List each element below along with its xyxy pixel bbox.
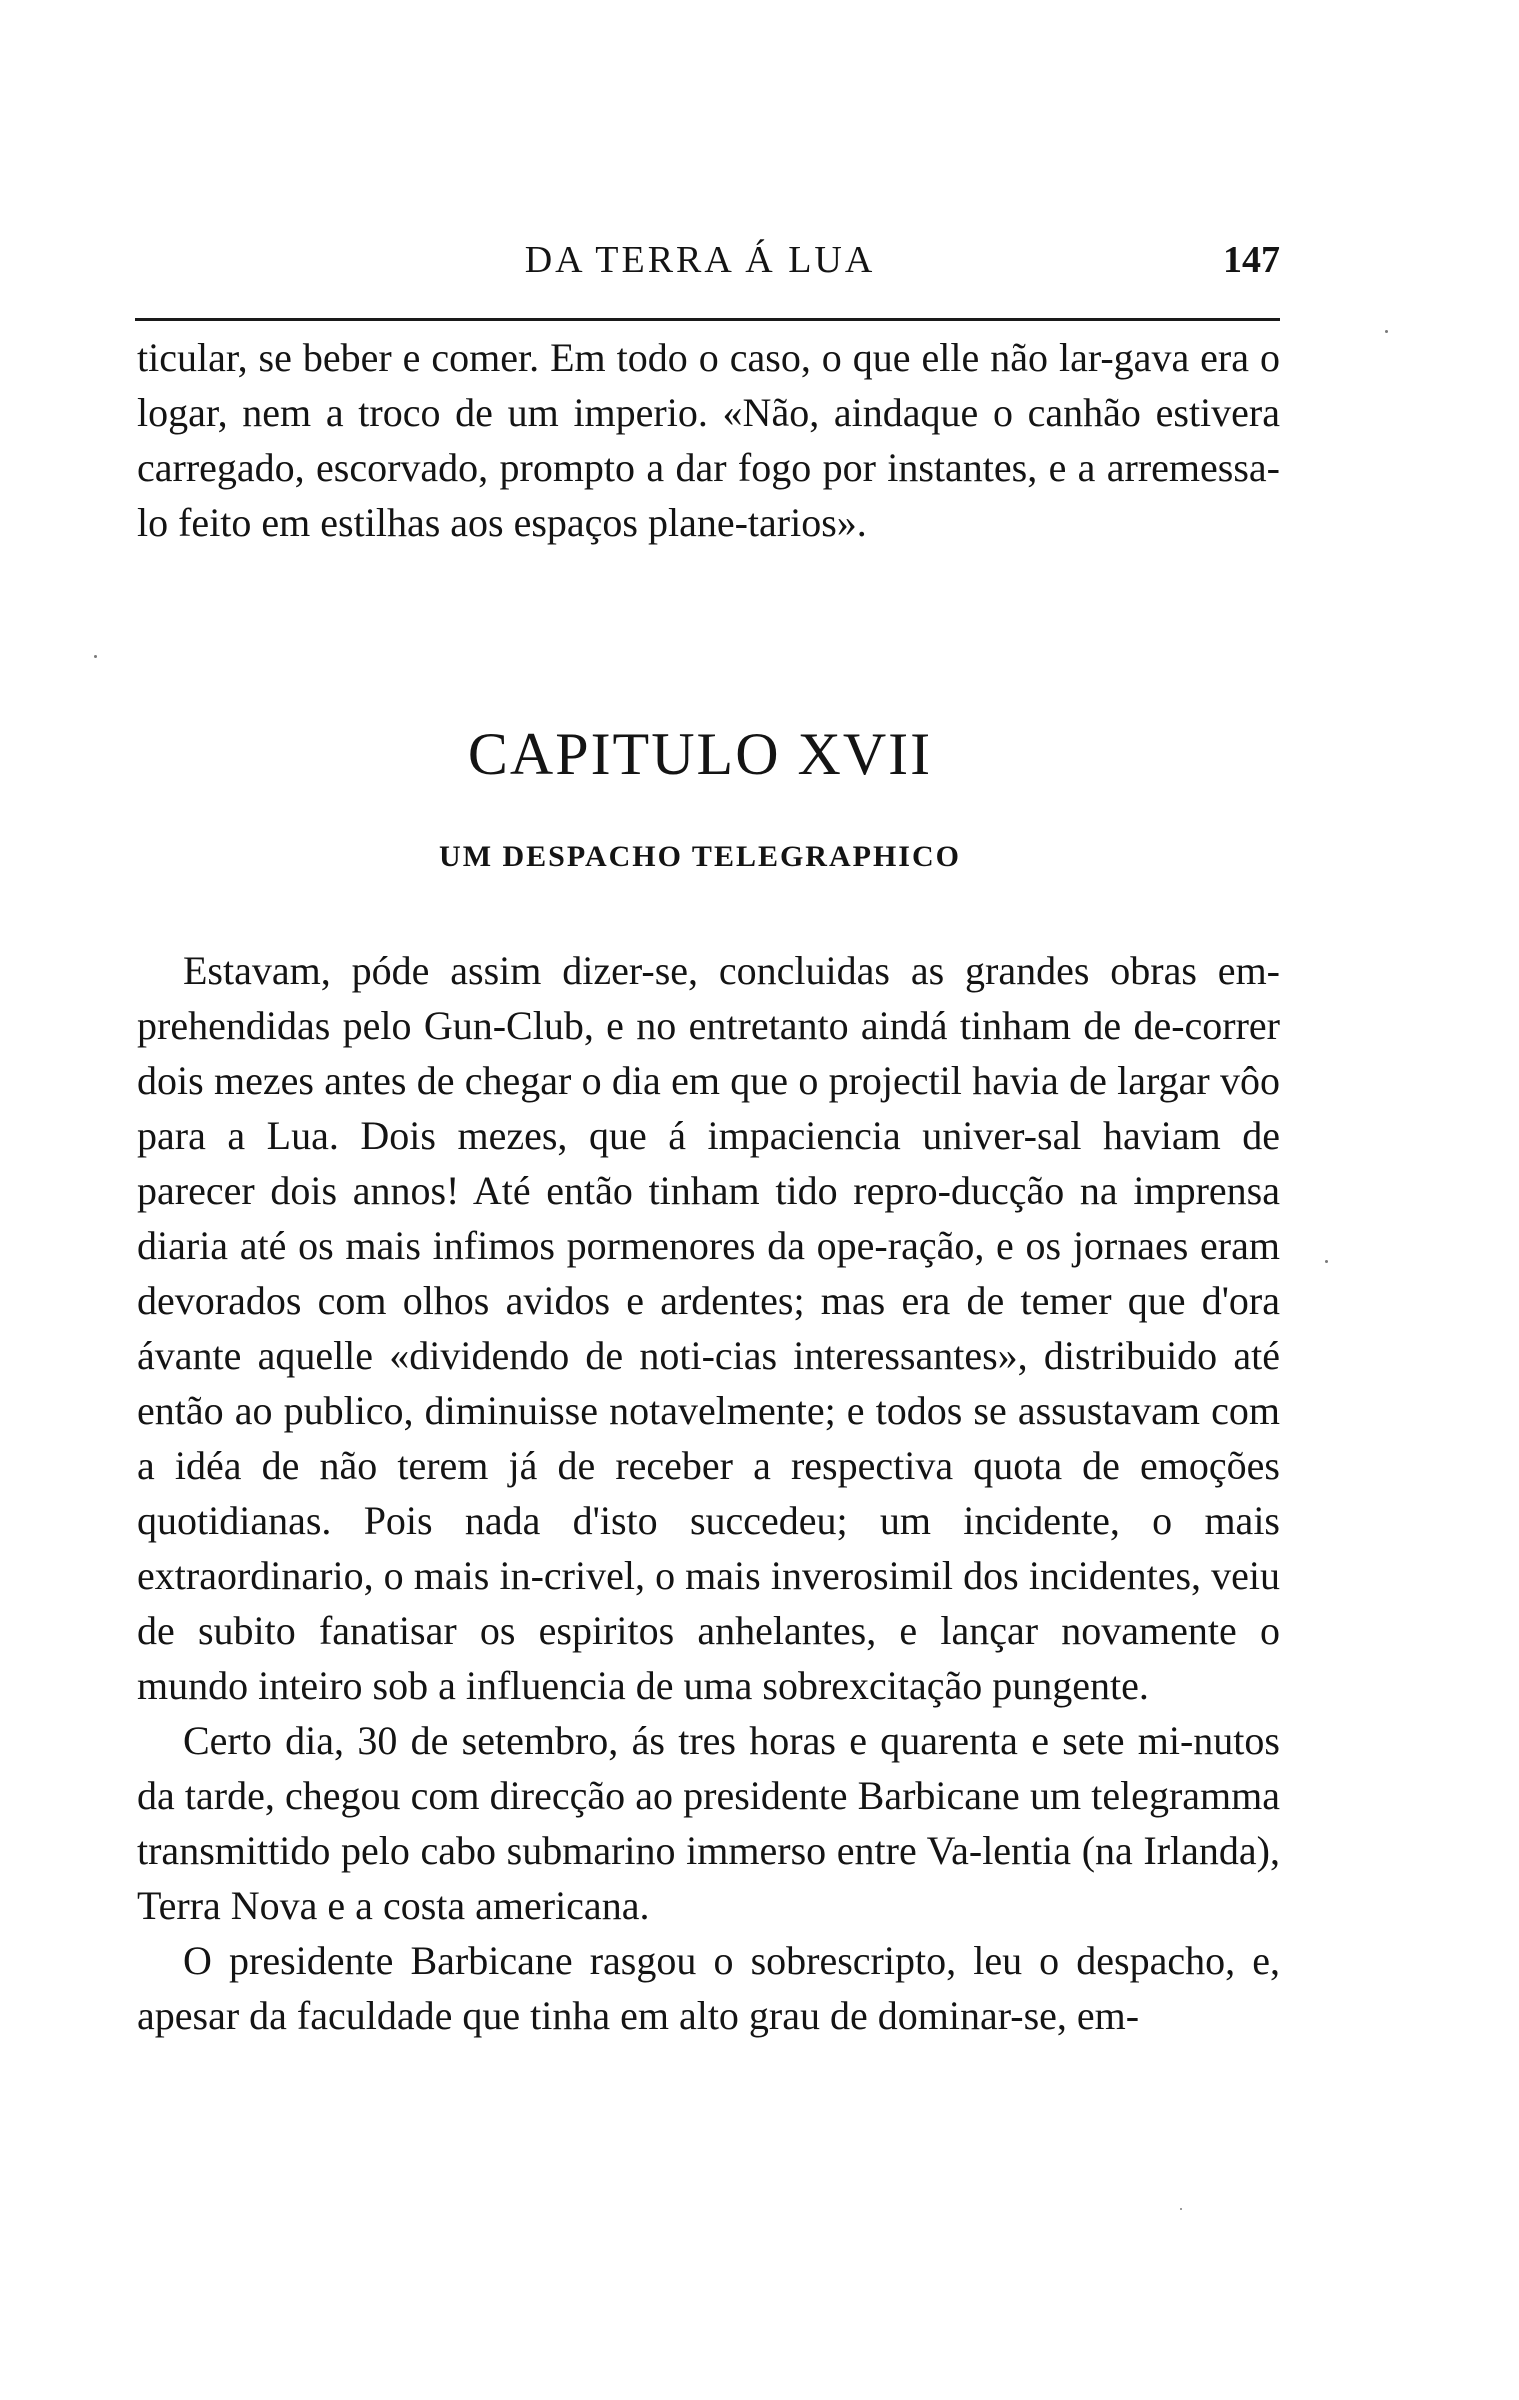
chapter-body [137,943,1280,2043]
continued-text [137,330,1280,550]
running-title: DA TERRA Á LUA [524,239,876,281]
chapter-title: CAPITULO XVII [467,721,933,787]
header-rule [135,318,1280,321]
page-number: 147 [1223,239,1280,281]
continued-paragraph: ticular, se beber e comer. Em todo o caso, o que elle não lar-gava era o logar, nem a troco de um imperio. «Não, aindaque o canhão estivera carregado, escorvado, prompto a dar fogo por instantes, e a arremessa-lo feito em estilhas aos espaços plane-tarios». [137,335,1280,545]
paragraph: Certo dia, 30 de setembro, ás tres horas e quarenta e sete mi-nutos da tarde, chegou com direcção ao presidente Barbicane um telegramma transmittido pelo cabo submarino immerso entre Va-lentia (na Irlanda), Terra Nova e a costa americana. [137,1718,1280,1928]
paper-speck [1385,330,1388,333]
paragraph: O presidente Barbicane rasgou o sobrescripto, leu o despacho, e, apesar da faculdade que tinha em alto grau de dominar-se, em- [137,1938,1280,2038]
paper-speck [1325,1260,1328,1263]
paper-speck [94,655,97,658]
paragraph: Estavam, póde assim dizer-se, concluidas as grandes obras em-prehendidas pelo Gun-Club, e no entretanto aindá tinham de de-correr dois mezes antes de chegar o dia em que o projectil havia de largar vôo para a Lua. Dois mezes, que á impaciencia univer-sal haviam de parecer dois annos! Até então tinham tido repro-ducção na imprensa diaria até os mais infimos pormenores da ope-ração, e os jornaes eram devorados com olhos avidos e ardentes; mas era de temer que d'ora ávante aquelle «dividendo de noti-cias interessantes», distribuido até então ao publico, diminuisse notavelmente; e todos se assustavam com a idéa de não terem já de receber a respectiva quota de emoções quotidianas. Pois nada d'isto succedeu; um incidente, o mais extraordinario, o mais in-crivel, o mais inverosimil dos incidentes, veiu de subito fanatisar os espiritos anhelantes, e lançar novamente o mundo inteiro sob a influencia de uma sobrexcitação pungente. [137,948,1280,1708]
chapter-subtitle: UM DESPACHO TELEGRAPHICO [439,840,961,873]
paper-speck [1180,2208,1182,2210]
